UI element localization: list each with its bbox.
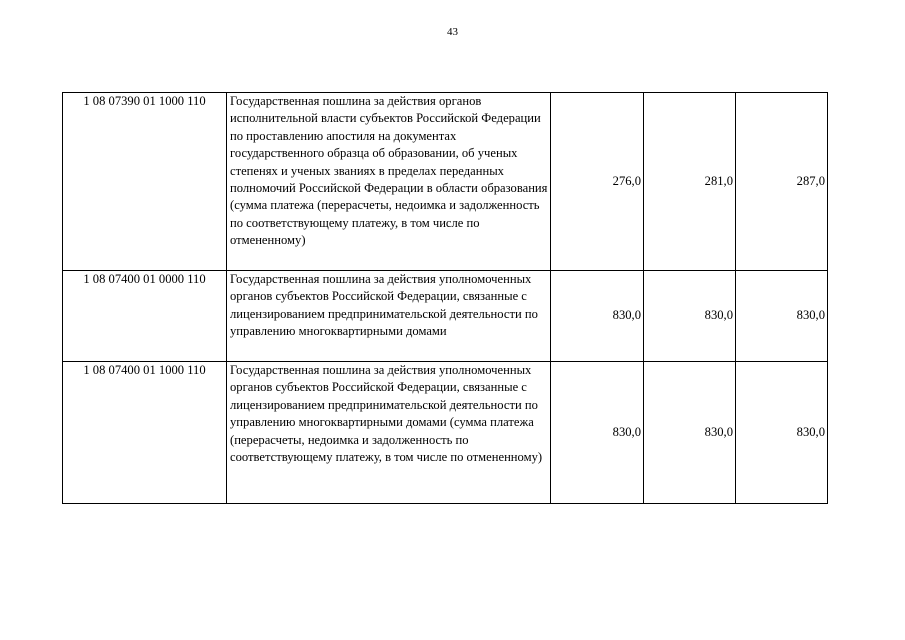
amount-year1-cell: 276,0 — [551, 93, 644, 271]
budget-code-cell: 1 08 07390 01 1000 110 — [63, 93, 227, 271]
amount-year2-cell: 830,0 — [644, 271, 736, 362]
amount-year1-cell: 830,0 — [551, 271, 644, 362]
budget-code-cell: 1 08 07400 01 1000 110 — [63, 362, 227, 504]
description-cell: Государственная пошлина за действия уполномоченных органов субъектов Российской Федерации, связанные с лицензированием предпринимательской деятельности по управлению многоквартирными домами (сумма платежа (перерасчеты, недоимка и задолженность по соответствующему платежу, в том числе по отмененному) — [227, 362, 551, 504]
budget-table — [62, 92, 828, 504]
amount-year3-cell: 830,0 — [736, 362, 828, 504]
description-cell: Государственная пошлина за действия органов исполнительной власти субъектов Российской Федерации по проставлению апостиля на документах государственного образца об образовании, об ученых степенях и ученых званиях в пределах переданных полномочий Российской Федерации в области образования (сумма платежа (перерасчеты, недоимка и задолженность по соответствующему платежу, в том числе по отмененному) — [227, 93, 551, 271]
table-row — [63, 271, 828, 362]
amount-year2-cell: 830,0 — [644, 362, 736, 504]
budget-code-cell: 1 08 07400 01 0000 110 — [63, 271, 227, 362]
table-row — [63, 93, 828, 271]
amount-year2-cell: 281,0 — [644, 93, 736, 271]
amount-year1-cell: 830,0 — [551, 362, 644, 504]
page-number: 43 — [447, 26, 458, 38]
description-cell: Государственная пошлина за действия уполномоченных органов субъектов Российской Федерации, связанные с лицензированием предпринимательской деятельности по управлению многоквартирными домами — [227, 271, 551, 362]
amount-year3-cell: 287,0 — [736, 93, 828, 271]
amount-year3-cell: 830,0 — [736, 271, 828, 362]
table-row — [63, 362, 828, 504]
